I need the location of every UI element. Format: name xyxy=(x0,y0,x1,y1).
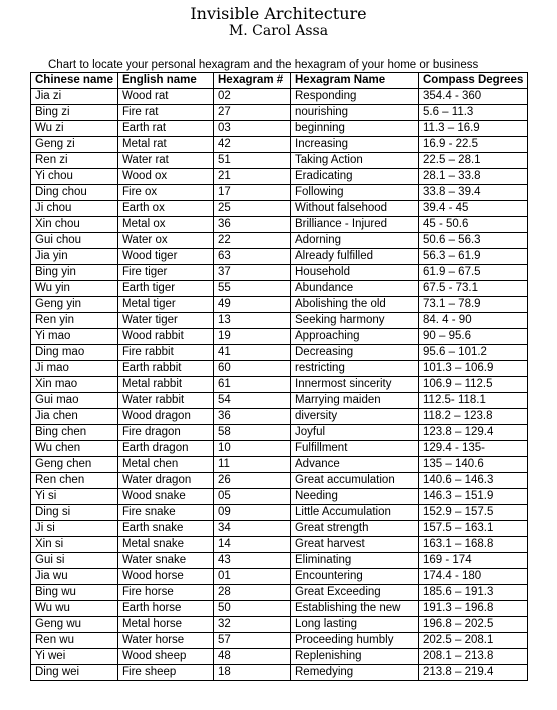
compass-degrees-cell: 73.1 – 78.9 xyxy=(419,297,528,313)
chinese-name-cell: Jia wu xyxy=(31,569,118,585)
english-name-cell: Earth tiger xyxy=(118,281,214,297)
hexagram-name-cell: Already fulfilled xyxy=(291,249,419,265)
hexagram-name-cell: Responding xyxy=(291,89,419,105)
column-header-english-name: English name xyxy=(118,73,214,89)
chinese-name-cell: Wu chen xyxy=(31,441,118,457)
chinese-name-cell: Yi chou xyxy=(31,169,118,185)
english-name-cell: Metal rat xyxy=(118,137,214,153)
hexagram-number-cell: 54 xyxy=(214,393,291,409)
hexagram-name-cell: Brilliance - Injured xyxy=(291,217,419,233)
hexagram-number-cell: 48 xyxy=(214,649,291,665)
chinese-name-cell: Ji chou xyxy=(31,201,118,217)
english-name-cell: Fire horse xyxy=(118,585,214,601)
table-row xyxy=(31,89,528,105)
hexagram-name-cell: Joyful xyxy=(291,425,419,441)
english-name-cell: Water tiger xyxy=(118,313,214,329)
hexagram-name-cell: Fulfillment xyxy=(291,441,419,457)
table-row xyxy=(31,105,528,121)
english-name-cell: Earth horse xyxy=(118,601,214,617)
chinese-name-cell: Gui mao xyxy=(31,393,118,409)
compass-degrees-cell: 61.9 – 67.5 xyxy=(419,265,528,281)
column-header-hexagram-name: Hexagram Name xyxy=(291,73,419,89)
hexagram-number-cell: 42 xyxy=(214,137,291,153)
english-name-cell: Fire sheep xyxy=(118,665,214,681)
table-row xyxy=(31,425,528,441)
table-row xyxy=(31,665,528,681)
hexagram-number-cell: 58 xyxy=(214,425,291,441)
table-row xyxy=(31,585,528,601)
table-row xyxy=(31,217,528,233)
chinese-name-cell: Bing chen xyxy=(31,425,118,441)
hexagram-number-cell: 57 xyxy=(214,633,291,649)
compass-degrees-cell: 101.3 – 106.9 xyxy=(419,361,528,377)
compass-degrees-cell: 28.1 – 33.8 xyxy=(419,169,528,185)
table-row xyxy=(31,377,528,393)
table-row xyxy=(31,361,528,377)
hexagram-name-cell: Great harvest xyxy=(291,537,419,553)
hexagram-name-cell: Replenishing xyxy=(291,649,419,665)
compass-degrees-cell: 45 - 50.6 xyxy=(419,217,528,233)
hexagram-number-cell: 55 xyxy=(214,281,291,297)
chinese-name-cell: Bing wu xyxy=(31,585,118,601)
hexagram-name-cell: Adorning xyxy=(291,233,419,249)
compass-degrees-cell: 129.4 - 135- xyxy=(419,441,528,457)
header-row xyxy=(31,73,528,89)
chinese-name-cell: Ding chou xyxy=(31,185,118,201)
english-name-cell: Wood rabbit xyxy=(118,329,214,345)
document-title: Invisible Architecture xyxy=(190,4,367,23)
table-row xyxy=(31,489,528,505)
table-row xyxy=(31,233,528,249)
table-row xyxy=(31,137,528,153)
hexagram-name-cell: Without falsehood xyxy=(291,201,419,217)
chinese-name-cell: Geng yin xyxy=(31,297,118,313)
table-row xyxy=(31,345,528,361)
chinese-name-cell: Bing zi xyxy=(31,105,118,121)
hexagram-name-cell: Little Accumulation xyxy=(291,505,419,521)
english-name-cell: Metal snake xyxy=(118,537,214,553)
table-row xyxy=(31,297,528,313)
compass-degrees-cell: 67.5 - 73.1 xyxy=(419,281,528,297)
english-name-cell: Wood snake xyxy=(118,489,214,505)
english-name-cell: Wood sheep xyxy=(118,649,214,665)
hexagram-number-cell: 03 xyxy=(214,121,291,137)
english-name-cell: Earth ox xyxy=(118,201,214,217)
hexagram-number-cell: 05 xyxy=(214,489,291,505)
compass-degrees-cell: 163.1 – 168.8 xyxy=(419,537,528,553)
english-name-cell: Water rat xyxy=(118,153,214,169)
english-name-cell: Metal chen xyxy=(118,457,214,473)
hexagram-name-cell: nourishing xyxy=(291,105,419,121)
table-row xyxy=(31,281,528,297)
hexagram-name-cell: diversity xyxy=(291,409,419,425)
hexagram-name-cell: Remedying xyxy=(291,665,419,681)
hexagram-name-cell: Great strength xyxy=(291,521,419,537)
compass-degrees-cell: 123.8 – 129.4 xyxy=(419,425,528,441)
table-row xyxy=(31,569,528,585)
table-body xyxy=(31,89,528,681)
chinese-name-cell: Ren yin xyxy=(31,313,118,329)
chinese-name-cell: Jia yin xyxy=(31,249,118,265)
english-name-cell: Metal horse xyxy=(118,617,214,633)
hexagram-number-cell: 36 xyxy=(214,409,291,425)
compass-degrees-cell: 90 – 95.6 xyxy=(419,329,528,345)
english-name-cell: Wood horse xyxy=(118,569,214,585)
table-row xyxy=(31,617,528,633)
compass-degrees-cell: 157.5 – 163.1 xyxy=(419,521,528,537)
hexagram-number-cell: 36 xyxy=(214,217,291,233)
table-header xyxy=(31,73,528,89)
chinese-name-cell: Xin mao xyxy=(31,377,118,393)
chinese-name-cell: Wu zi xyxy=(31,121,118,137)
table-row xyxy=(31,537,528,553)
chinese-name-cell: Ji mao xyxy=(31,361,118,377)
table-row xyxy=(31,473,528,489)
hexagram-number-cell: 11 xyxy=(214,457,291,473)
english-name-cell: Earth dragon xyxy=(118,441,214,457)
hexagram-name-cell: Approaching xyxy=(291,329,419,345)
hexagram-name-cell: restricting xyxy=(291,361,419,377)
english-name-cell: Fire tiger xyxy=(118,265,214,281)
compass-degrees-cell: 135 – 140.6 xyxy=(419,457,528,473)
compass-degrees-cell: 152.9 – 157.5 xyxy=(419,505,528,521)
chinese-name-cell: Geng chen xyxy=(31,457,118,473)
chinese-name-cell: Bing yin xyxy=(31,265,118,281)
hexagram-name-cell: Abundance xyxy=(291,281,419,297)
english-name-cell: Wood rat xyxy=(118,89,214,105)
table-row xyxy=(31,329,528,345)
compass-degrees-cell: 354.4 - 360 xyxy=(419,89,528,105)
chinese-name-cell: Gui chou xyxy=(31,233,118,249)
compass-degrees-cell: 56.3 – 61.9 xyxy=(419,249,528,265)
compass-degrees-cell: 50.6 – 56.3 xyxy=(419,233,528,249)
hexagram-name-cell: Following xyxy=(291,185,419,201)
table-row xyxy=(31,249,528,265)
hexagram-name-cell: Abolishing the old xyxy=(291,297,419,313)
chinese-name-cell: Xin chou xyxy=(31,217,118,233)
chinese-name-cell: Ji si xyxy=(31,521,118,537)
table-row xyxy=(31,553,528,569)
hexagram-number-cell: 49 xyxy=(214,297,291,313)
compass-degrees-cell: 146.3 – 151.9 xyxy=(419,489,528,505)
column-header-compass-degrees: Compass Degrees xyxy=(419,73,528,89)
compass-degrees-cell: 106.9 – 112.5 xyxy=(419,377,528,393)
hexagram-name-cell: Household xyxy=(291,265,419,281)
table-caption: Chart to locate your personal hexagram and the hexagram of your home or business xyxy=(48,59,479,71)
compass-degrees-cell: 118.2 – 123.8 xyxy=(419,409,528,425)
chinese-name-cell: Yi mao xyxy=(31,329,118,345)
table-row xyxy=(31,633,528,649)
english-name-cell: Metal rabbit xyxy=(118,377,214,393)
chinese-name-cell: Gui si xyxy=(31,553,118,569)
compass-degrees-cell: 202.5 – 208.1 xyxy=(419,633,528,649)
compass-degrees-cell: 112.5- 118.1 xyxy=(419,393,528,409)
hexagram-name-cell: Innermost sincerity xyxy=(291,377,419,393)
document-author: M. Carol Assa xyxy=(228,23,329,39)
english-name-cell: Water horse xyxy=(118,633,214,649)
hexagram-number-cell: 63 xyxy=(214,249,291,265)
compass-degrees-cell: 196.8 – 202.5 xyxy=(419,617,528,633)
table-row xyxy=(31,265,528,281)
hexagram-name-cell: Increasing xyxy=(291,137,419,153)
table-row xyxy=(31,201,528,217)
compass-degrees-cell: 16.9 - 22.5 xyxy=(419,137,528,153)
hexagram-name-cell: Marrying maiden xyxy=(291,393,419,409)
hexagram-number-cell: 50 xyxy=(214,601,291,617)
compass-degrees-cell: 22.5 – 28.1 xyxy=(419,153,528,169)
hexagram-name-cell: Decreasing xyxy=(291,345,419,361)
hexagram-number-cell: 01 xyxy=(214,569,291,585)
english-name-cell: Water ox xyxy=(118,233,214,249)
compass-degrees-cell: 11.3 – 16.9 xyxy=(419,121,528,137)
hexagram-number-cell: 41 xyxy=(214,345,291,361)
table-row xyxy=(31,409,528,425)
table-row xyxy=(31,169,528,185)
hexagram-number-cell: 13 xyxy=(214,313,291,329)
table-row xyxy=(31,441,528,457)
english-name-cell: Fire snake xyxy=(118,505,214,521)
english-name-cell: Fire rabbit xyxy=(118,345,214,361)
hexagram-name-cell: Needing xyxy=(291,489,419,505)
hexagram-number-cell: 25 xyxy=(214,201,291,217)
hexagram-name-cell: Eliminating xyxy=(291,553,419,569)
english-name-cell: Metal ox xyxy=(118,217,214,233)
table-row xyxy=(31,521,528,537)
table-row xyxy=(31,393,528,409)
compass-degrees-cell: 95.6 – 101.2 xyxy=(419,345,528,361)
chinese-name-cell: Ding wei xyxy=(31,665,118,681)
english-name-cell: Water snake xyxy=(118,553,214,569)
chinese-name-cell: Jia zi xyxy=(31,89,118,105)
hexagram-number-cell: 34 xyxy=(214,521,291,537)
hexagram-number-cell: 18 xyxy=(214,665,291,681)
compass-degrees-cell: 208.1 – 213.8 xyxy=(419,649,528,665)
hexagram-name-cell: Eradicating xyxy=(291,169,419,185)
chinese-name-cell: Ding si xyxy=(31,505,118,521)
hexagram-number-cell: 14 xyxy=(214,537,291,553)
table-row xyxy=(31,649,528,665)
column-header-hexagram-number: Hexagram # xyxy=(214,73,291,89)
hexagram-name-cell: Proceeding humbly xyxy=(291,633,419,649)
compass-degrees-cell: 169 - 174 xyxy=(419,553,528,569)
hexagram-number-cell: 21 xyxy=(214,169,291,185)
chinese-name-cell: Yi wei xyxy=(31,649,118,665)
compass-degrees-cell: 39.4 - 45 xyxy=(419,201,528,217)
chinese-name-cell: Geng wu xyxy=(31,617,118,633)
compass-degrees-cell: 174.4 - 180 xyxy=(419,569,528,585)
english-name-cell: Fire dragon xyxy=(118,425,214,441)
compass-degrees-cell: 191.3 – 196.8 xyxy=(419,601,528,617)
english-name-cell: Fire ox xyxy=(118,185,214,201)
hexagram-number-cell: 37 xyxy=(214,265,291,281)
hexagram-number-cell: 17 xyxy=(214,185,291,201)
hexagram-number-cell: 28 xyxy=(214,585,291,601)
column-header-chinese-name: Chinese name xyxy=(31,73,118,89)
english-name-cell: Water dragon xyxy=(118,473,214,489)
table-row xyxy=(31,121,528,137)
english-name-cell: Earth rabbit xyxy=(118,361,214,377)
english-name-cell: Wood ox xyxy=(118,169,214,185)
english-name-cell: Earth rat xyxy=(118,121,214,137)
chinese-name-cell: Ren zi xyxy=(31,153,118,169)
hexagram-name-cell: Great accumulation xyxy=(291,473,419,489)
chinese-name-cell: Wu yin xyxy=(31,281,118,297)
compass-degrees-cell: 140.6 – 146.3 xyxy=(419,473,528,489)
english-name-cell: Metal tiger xyxy=(118,297,214,313)
hexagram-number-cell: 02 xyxy=(214,89,291,105)
hexagram-number-cell: 43 xyxy=(214,553,291,569)
table-row xyxy=(31,505,528,521)
hexagram-number-cell: 19 xyxy=(214,329,291,345)
table-row xyxy=(31,313,528,329)
hexagram-name-cell: Taking Action xyxy=(291,153,419,169)
hexagram-name-cell: Advance xyxy=(291,457,419,473)
hexagram-number-cell: 27 xyxy=(214,105,291,121)
hexagram-table xyxy=(30,72,528,681)
hexagram-name-cell: Encountering xyxy=(291,569,419,585)
english-name-cell: Wood dragon xyxy=(118,409,214,425)
hexagram-number-cell: 60 xyxy=(214,361,291,377)
table-row xyxy=(31,185,528,201)
compass-degrees-cell: 84. 4 - 90 xyxy=(419,313,528,329)
chinese-name-cell: Wu wu xyxy=(31,601,118,617)
english-name-cell: Earth snake xyxy=(118,521,214,537)
table-row xyxy=(31,153,528,169)
hexagram-number-cell: 10 xyxy=(214,441,291,457)
compass-degrees-cell: 33.8 – 39.4 xyxy=(419,185,528,201)
table-row xyxy=(31,601,528,617)
english-name-cell: Fire rat xyxy=(118,105,214,121)
hexagram-name-cell: Great Exceeding xyxy=(291,585,419,601)
english-name-cell: Wood tiger xyxy=(118,249,214,265)
hexagram-number-cell: 09 xyxy=(214,505,291,521)
hexagram-name-cell: Establishing the new xyxy=(291,601,419,617)
chinese-name-cell: Yi si xyxy=(31,489,118,505)
hexagram-number-cell: 32 xyxy=(214,617,291,633)
hexagram-number-cell: 61 xyxy=(214,377,291,393)
hexagram-number-cell: 22 xyxy=(214,233,291,249)
chinese-name-cell: Jia chen xyxy=(31,409,118,425)
hexagram-name-cell: Seeking harmony xyxy=(291,313,419,329)
chinese-name-cell: Xin si xyxy=(31,537,118,553)
chinese-name-cell: Ding mao xyxy=(31,345,118,361)
chinese-name-cell: Geng zi xyxy=(31,137,118,153)
chinese-name-cell: Ren wu xyxy=(31,633,118,649)
hexagram-number-cell: 51 xyxy=(214,153,291,169)
chinese-name-cell: Ren chen xyxy=(31,473,118,489)
compass-degrees-cell: 213.8 – 219.4 xyxy=(419,665,528,681)
english-name-cell: Water rabbit xyxy=(118,393,214,409)
table-row xyxy=(31,457,528,473)
compass-degrees-cell: 185.6 – 191.3 xyxy=(419,585,528,601)
hexagram-number-cell: 26 xyxy=(214,473,291,489)
hexagram-name-cell: Long lasting xyxy=(291,617,419,633)
compass-degrees-cell: 5.6 – 11.3 xyxy=(419,105,528,121)
hexagram-name-cell: beginning xyxy=(291,121,419,137)
